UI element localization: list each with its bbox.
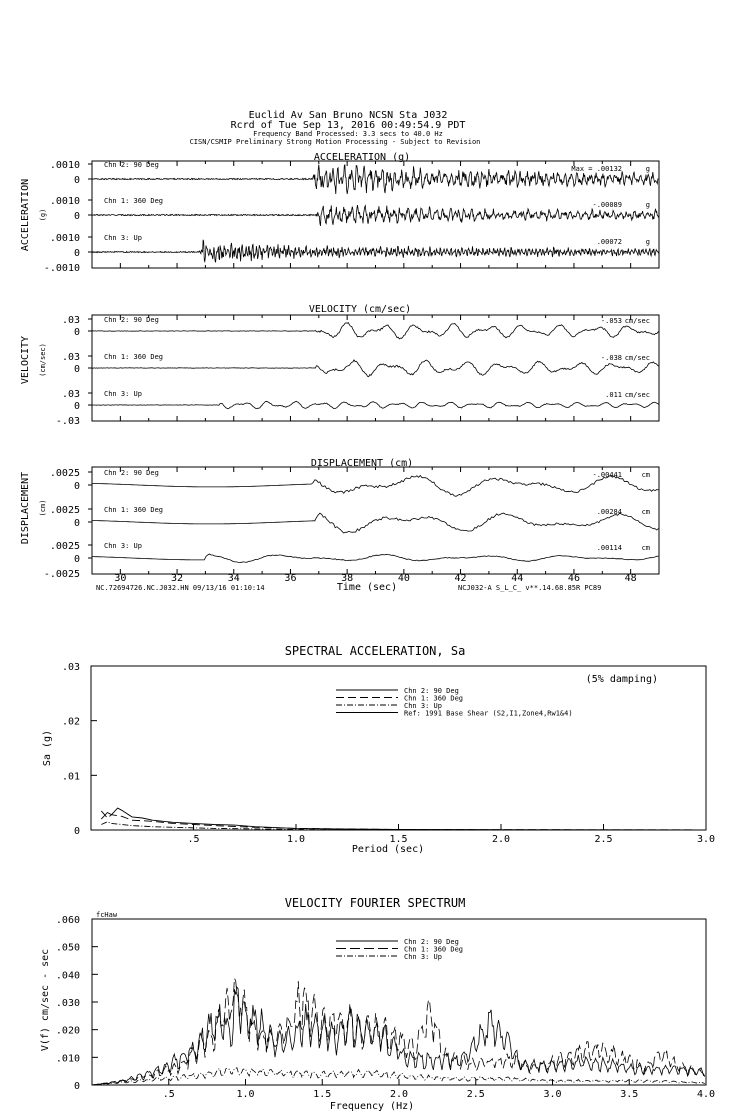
- y-tick-label: 0: [73, 554, 80, 565]
- channel-name: Chn 2: 90 Deg: [104, 316, 159, 324]
- header-record: Rcrd of Tue Sep 13, 2016 00:49:54.9 PDT: [230, 120, 466, 131]
- corner-label: fcHaw: [96, 911, 118, 919]
- x-tick-label: .5: [162, 1089, 175, 1100]
- trace-2: [92, 360, 659, 377]
- time-tick-label: 42: [454, 573, 467, 584]
- time-tick-label: 38: [341, 573, 354, 584]
- time-tick-label: 46: [567, 573, 580, 584]
- channel-name: Chn 3: Up: [104, 234, 142, 242]
- panel-y-label: DISPLACEMENT: [20, 471, 31, 545]
- channel-peak-unit: cm/sec: [624, 317, 650, 325]
- trace-3: [92, 554, 658, 563]
- plot-frame: [91, 666, 706, 830]
- panel-frame: [92, 467, 659, 574]
- y-tick-label: 0: [73, 364, 80, 375]
- y-tick-label: 0: [73, 401, 80, 412]
- x-tick-label: 4.0: [696, 1089, 716, 1100]
- header-disclaimer: CISN/CSMIP Preliminary Strong Motion Processing - Subject to Revision: [189, 138, 481, 146]
- legend-label: Chn 2: 90 Deg: [404, 687, 459, 695]
- trace-3: [92, 401, 659, 409]
- chart-title: SPECTRAL ACCELERATION, Sa: [284, 644, 466, 658]
- time-axis: [96, 573, 637, 593]
- x-tick-label: 2.5: [594, 834, 613, 845]
- y-tick-label: .03: [61, 662, 80, 673]
- y-tick-label: .0010: [49, 233, 80, 244]
- x-axis-label: Frequency (Hz): [329, 1101, 415, 1112]
- series-line: [101, 808, 706, 830]
- x-tick-label: 3.0: [696, 834, 716, 845]
- damping-note: (5% damping): [585, 674, 658, 685]
- time-tick-label: 40: [397, 573, 410, 584]
- y-tick-label: 0: [73, 248, 80, 259]
- channel-name: Chn 1: 360 Deg: [104, 353, 164, 361]
- panel-title: DISPLACEMENT (cm): [310, 458, 414, 469]
- y-tick-label: .0010: [49, 196, 80, 207]
- y-tick-label: .02: [61, 716, 80, 728]
- y-tick-label: 0: [73, 327, 80, 338]
- channel-name: Chn 2: 90 Deg: [104, 469, 159, 477]
- channel-name: Chn 2: 90 Deg: [104, 161, 159, 169]
- channel-peak: Max = .00132: [571, 165, 622, 173]
- y-tick-label: .010: [55, 1053, 80, 1065]
- x-tick-label: 2.0: [389, 1089, 409, 1100]
- spectral-acceleration-chart: [42, 644, 715, 855]
- series-line: [101, 811, 706, 830]
- panel-y-units: (cm/sec): [39, 343, 47, 377]
- panel-y-label: ACCELERATION: [20, 178, 31, 252]
- series-line: [92, 987, 705, 1085]
- channel-peak-unit: cm: [641, 508, 650, 516]
- x-tick-label: 3.5: [620, 1089, 639, 1100]
- trace-1: [92, 476, 658, 497]
- acceleration-panel: [20, 152, 659, 274]
- panel-title: ACCELERATION (g): [313, 152, 411, 163]
- y-tick-label: -.0010: [43, 263, 80, 274]
- x-tick-label: 1.5: [313, 1089, 332, 1100]
- time-tick-label: 36: [284, 573, 297, 584]
- channel-name: Chn 1: 360 Deg: [104, 197, 164, 205]
- channel-name: Chn 3: Up: [104, 542, 142, 550]
- legend-label: Ref: 1991 Base Shear (S2,I1,Zone4,Rw1&4): [404, 709, 573, 718]
- velocity-panel: [20, 304, 659, 427]
- trace-2: [92, 205, 658, 226]
- y-tick-label: .03: [61, 315, 80, 326]
- y-tick-label: .0010: [49, 160, 80, 171]
- legend-label: Chn 1: 360 Deg: [404, 945, 464, 954]
- channel-peak-unit: cm: [641, 544, 650, 552]
- y-tick-label: .03: [61, 389, 80, 400]
- time-tick-label: 30: [114, 573, 127, 584]
- x-tick-label: 1.5: [389, 834, 408, 845]
- legend-label: Chn 3: Up: [404, 953, 442, 961]
- y-tick-label: .040: [55, 970, 80, 982]
- x-tick-label: 3.0: [543, 1089, 562, 1100]
- channel-peak-unit: g: [645, 238, 650, 246]
- processing-id: NCJ032-A S_L_C_ v**.14.68.85R PC89: [458, 584, 602, 592]
- time-axis-label: Time (sec): [336, 582, 398, 593]
- y-tick-label: 0: [73, 1081, 80, 1092]
- trace-2: [92, 513, 658, 533]
- channel-peak-unit: g: [645, 165, 650, 173]
- time-tick-label: 44: [511, 573, 524, 584]
- y-tick-label: .060: [55, 915, 80, 926]
- y-tick-label: .01: [61, 771, 80, 783]
- x-axis-label: Period (sec): [351, 844, 425, 855]
- panel-y-units: (g): [39, 208, 47, 222]
- channel-peak: -.00089: [592, 201, 622, 209]
- channel-peak-unit: cm/sec: [624, 391, 650, 399]
- panel-title: VELOCITY (cm/sec): [308, 304, 412, 315]
- y-tick-label: .0025: [49, 505, 80, 516]
- trace-3: [92, 240, 658, 263]
- channel-peak: .00114: [596, 544, 622, 552]
- x-tick-label: 2.0: [491, 834, 511, 845]
- y-tick-label: 0: [73, 211, 80, 222]
- y-tick-label: 0: [73, 826, 80, 837]
- figure-header: [190, 110, 481, 146]
- channel-peak: -.00441: [592, 471, 622, 479]
- y-tick-label: 0: [73, 175, 80, 186]
- panel-y-label: VELOCITY: [20, 335, 31, 385]
- channel-peak-unit: g: [645, 201, 650, 209]
- channel-peak: .00284: [596, 508, 622, 516]
- y-tick-label: -.03: [55, 416, 80, 427]
- panel-y-units: (cm): [39, 499, 47, 517]
- legend-label: Chn 1: 360 Deg: [404, 694, 464, 703]
- trace-1: [92, 323, 659, 339]
- channel-peak: .011: [605, 391, 622, 399]
- y-axis-label: Sa (g): [42, 729, 53, 767]
- record-id: NC.72694726.NC.J032.HN 09/13/16 01:10:14: [96, 584, 265, 592]
- y-tick-label: .030: [55, 998, 80, 1009]
- channel-name: Chn 1: 360 Deg: [104, 506, 164, 514]
- y-tick-label: .0025: [49, 541, 80, 552]
- y-tick-label: .020: [55, 1025, 80, 1037]
- legend-label: Chn 2: 90 Deg: [404, 938, 459, 946]
- x-tick-label: 1.0: [286, 834, 306, 845]
- time-tick-label: 48: [624, 573, 637, 584]
- y-tick-label: .0025: [49, 468, 80, 479]
- x-tick-label: .5: [187, 834, 200, 845]
- y-tick-label: 0: [73, 481, 80, 492]
- time-tick-label: 34: [227, 573, 240, 584]
- y-axis-label: V(f) cm/sec - sec: [40, 948, 51, 1052]
- channel-name: Chn 3: Up: [104, 390, 142, 398]
- chart-title: VELOCITY FOURIER SPECTRUM: [284, 896, 466, 910]
- plot-frame: [92, 919, 706, 1085]
- time-tick-label: 32: [171, 573, 184, 584]
- x-tick-label: 2.5: [466, 1089, 485, 1100]
- y-tick-label: 0: [73, 518, 80, 529]
- channel-peak-unit: cm: [641, 471, 650, 479]
- channel-peak: -.038: [600, 354, 622, 362]
- y-tick-label: .03: [61, 352, 80, 363]
- channel-peak: -.053: [600, 317, 622, 325]
- velocity-fourier-spectrum-chart: [40, 896, 715, 1112]
- channel-peak: .00072: [596, 238, 622, 246]
- displacement-panel: [20, 458, 659, 580]
- legend-label: Chn 3: Up: [404, 702, 442, 710]
- y-tick-label: -.0025: [43, 569, 80, 580]
- series-line: [92, 1068, 705, 1085]
- series-line: [92, 978, 705, 1085]
- x-tick-label: 1.0: [236, 1089, 255, 1100]
- header-station: Euclid Av San Bruno NCSN Sta J032: [248, 110, 448, 121]
- header-frequency-band: Frequency Band Processed: 3.3 secs to 40.0 Hz: [253, 130, 443, 138]
- y-tick-label: .050: [55, 942, 80, 954]
- channel-peak-unit: cm/sec: [624, 354, 650, 362]
